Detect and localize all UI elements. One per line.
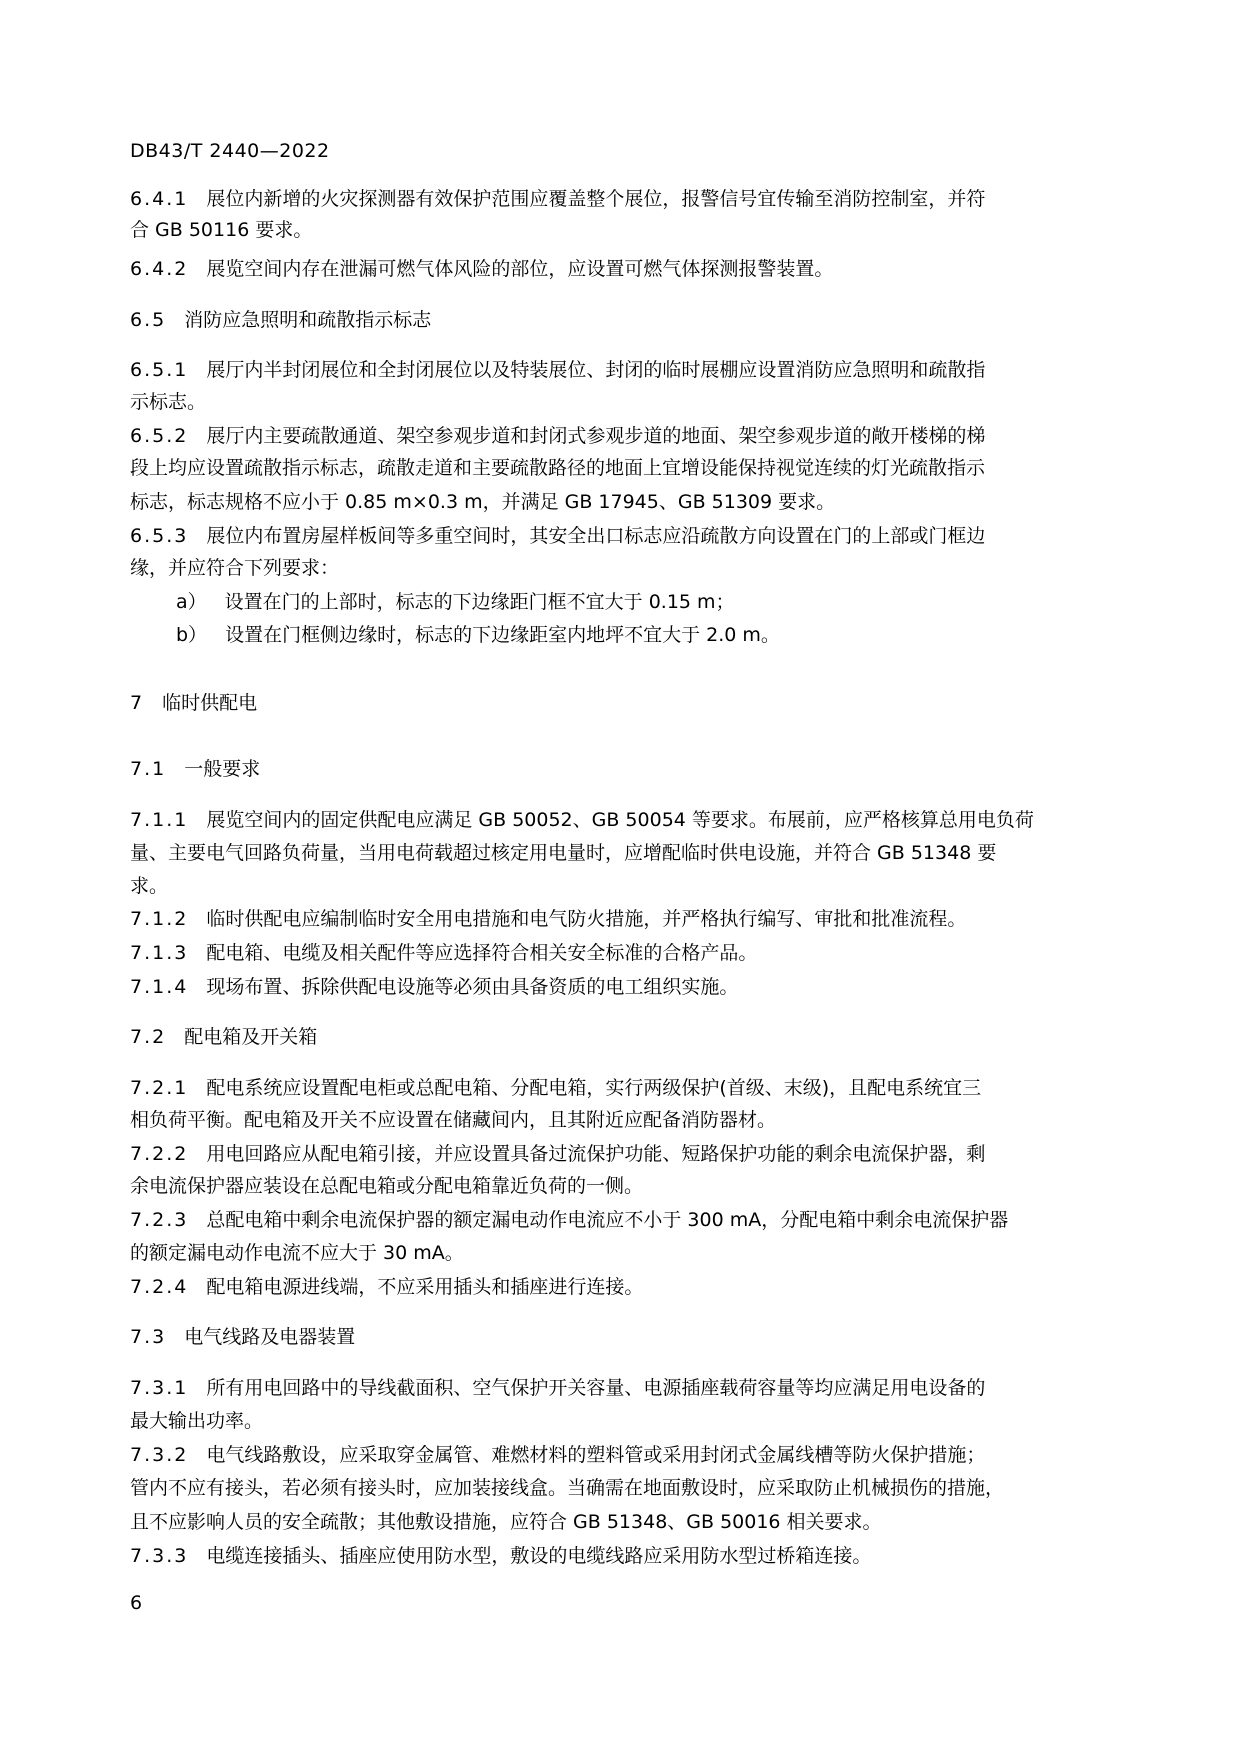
clause-text: 总配电箱中剩余电流保护器的额定漏电动作电流应不小于 300 mA，分配电箱中剩余电流保护器 [206,1209,1009,1231]
section-number: 6.5 [130,309,167,331]
clause-7-3-1 [130,1373,985,1400]
clause-7-3-2 [130,1440,985,1467]
clause-6-4-2 [130,254,833,281]
clause-7-2-1 [130,1073,981,1100]
clause-continuation [130,1105,776,1132]
clause-number: 6.5.1 [130,359,189,381]
list-text: 设置在门的上部时，标志的下边缘距门框不宜大于 0.15 m； [224,591,735,613]
list-item-b [176,620,780,647]
clause-text: 求。 [130,875,169,897]
clause-number: 7.1.3 [130,942,189,964]
clause-continuation [130,487,835,514]
clause-continuation [130,1238,464,1265]
clause-6-5-2 [130,421,985,448]
clause-7-1-3 [130,938,757,965]
section-title: 消防应急照明和疏散指示标志 [184,309,432,331]
clause-continuation [130,1473,1004,1500]
clause-text: 展览空间内存在泄漏可燃气体风险的部位，应设置可燃气体探测报警装置。 [206,258,834,280]
clause-text: 配电系统应设置配电柜或总配电箱、分配电箱，实行两级保护(首级、末级)，且配电系统宜三 [206,1077,982,1099]
list-marker: a） [176,591,207,613]
clause-7-3-3 [130,1541,871,1568]
clause-number: 7.1.2 [130,908,189,930]
clause-text: 余电流保护器应装设在总配电箱或分配电箱靠近负荷的一侧。 [130,1175,644,1197]
clause-continuation [130,838,996,865]
section-title: 电气线路及电器装置 [184,1326,356,1348]
clause-7-1-1 [130,805,1034,832]
standard-code: DB43/T 2440—2022 [130,140,330,162]
clause-7-1-4 [130,972,738,999]
clause-6-5-3 [130,521,985,548]
clause-text: 的额定漏电动作电流不应大于 30 mA。 [130,1242,464,1264]
clause-text: 管内不应有接头，若必须有接头时，应加装接线盒。当确需在地面敷设时，应采取防止机械损伤的措施， [130,1477,1005,1499]
clause-text: 展位内新增的火灾探测器有效保护范围应覆盖整个展位，报警信号宜传输至消防控制室，并符 [206,188,986,210]
clause-number: 6.5.3 [130,525,189,547]
clause-text: 展厅内主要疏散通道、架空参观步道和封闭式参观步道的地面、架空参观步道的敞开楼梯的梯 [206,425,986,447]
clause-number: 7.2.4 [130,1276,189,1298]
clause-text: 标志，标志规格不应小于 0.85 m×0.3 m，并满足 GB 17945、GB 51309 要求。 [130,491,836,513]
clause-number: 7.1.4 [130,976,189,998]
section-heading-7-3 [130,1322,355,1349]
clause-continuation [130,453,985,480]
clause-number: 7.2.1 [130,1077,189,1099]
clause-7-2-2 [130,1139,985,1166]
clause-text: 且不应影响人员的安全疏散；其他敷设措施，应符合 GB 51348、GB 50016 相关要求。 [130,1511,882,1533]
section-number: 7.3 [130,1326,167,1348]
clause-text: 用电回路应从配电箱引接，并应设置具备过流保护功能、短路保护功能的剩余电流保护器，剩 [206,1143,986,1165]
clause-7-2-3 [130,1205,1008,1232]
section-number: 7.1 [130,758,167,780]
clause-number: 6.5.2 [130,425,189,447]
clause-text: 量、主要电气回路负荷量，当用电荷载超过核定用电量时，应增配临时供电设施，并符合 GB 51348 要 [130,842,997,864]
clause-6-5-1 [130,355,985,382]
chapter-title: 临时供配电 [162,692,258,714]
clause-text: 配电箱、电缆及相关配件等应选择符合相关安全标准的合格产品。 [206,942,758,964]
clause-text: 缘，并应符合下列要求： [130,557,340,579]
chapter-heading-7 [130,688,257,715]
clause-number: 7.3.1 [130,1377,189,1399]
clause-text: 展厅内半封闭展位和全封闭展位以及特装展位、封闭的临时展棚应设置消防应急照明和疏散指 [206,359,986,381]
clause-text: 所有用电回路中的导线截面积、空气保护开关容量、电源插座载荷容量等均应满足用电设备的 [206,1377,986,1399]
clause-number: 7.2.2 [130,1143,189,1165]
clause-text: 电缆连接插头、插座应使用防水型，敷设的电缆线路应采用防水型过桥箱连接。 [206,1545,872,1567]
clause-text: 配电箱电源进线端，不应采用插头和插座进行连接。 [206,1276,644,1298]
clause-continuation [130,871,168,898]
section-heading-6-5 [130,305,431,332]
clause-continuation [130,1171,643,1198]
section-title: 一般要求 [184,758,261,780]
list-text: 设置在门框侧边缘时，标志的下边缘距室内地坪不宜大于 2.0 m。 [225,624,780,646]
clause-number: 7.2.3 [130,1209,189,1231]
section-heading-7-2 [130,1022,317,1049]
chapter-number: 7 [130,692,145,714]
clause-continuation [130,1507,882,1534]
clause-continuation [130,387,206,414]
section-title: 配电箱及开关箱 [184,1026,318,1048]
section-heading-7-1 [130,754,260,781]
clause-text: 现场布置、拆除供配电设施等必须由具备资质的电工组织实施。 [206,976,739,998]
clause-text: 示标志。 [130,391,207,413]
clause-continuation [130,1406,263,1433]
clause-number: 7.3.2 [130,1444,189,1466]
list-marker: b） [176,624,208,646]
clause-number: 6.4.2 [130,258,189,280]
clause-text: 展位内布置房屋样板间等多重空间时，其安全出口标志应沿疏散方向设置在门的上部或门框边 [206,525,986,547]
clause-text: 最大输出功率。 [130,1410,264,1432]
clause-7-1-2 [130,904,966,931]
clause-7-2-4 [130,1272,643,1299]
section-number: 7.2 [130,1026,167,1048]
list-item-a [176,587,735,614]
clause-continuation [130,215,312,242]
clause-continuation [130,553,339,580]
clause-text: 电气线路敷设，应采取穿金属管、难燃材料的塑料管或采用封闭式金属线槽等防火保护措施； [206,1444,986,1466]
clause-number: 7.1.1 [130,809,189,831]
clause-text: 合 GB 50116 要求。 [130,219,313,241]
clause-number: 7.3.3 [130,1545,189,1567]
clause-text: 段上均应设置疏散指示标志，疏散走道和主要疏散路径的地面上宜增设能保持视觉连续的灯光疏散指示 [130,457,986,479]
clause-6-4-1 [130,184,985,211]
clause-number: 6.4.1 [130,188,189,210]
clause-text: 展览空间内的固定供配电应满足 GB 50052、GB 50054 等要求。布展前，应严格核算总用电负荷 [206,809,1034,831]
clause-text: 相负荷平衡。配电箱及开关不应设置在储藏间内，且其附近应配备消防器材。 [130,1109,777,1131]
page-number: 6 [130,1592,143,1614]
clause-text: 临时供配电应编制临时安全用电措施和电气防火措施，并严格执行编写、审批和批准流程。 [206,908,967,930]
